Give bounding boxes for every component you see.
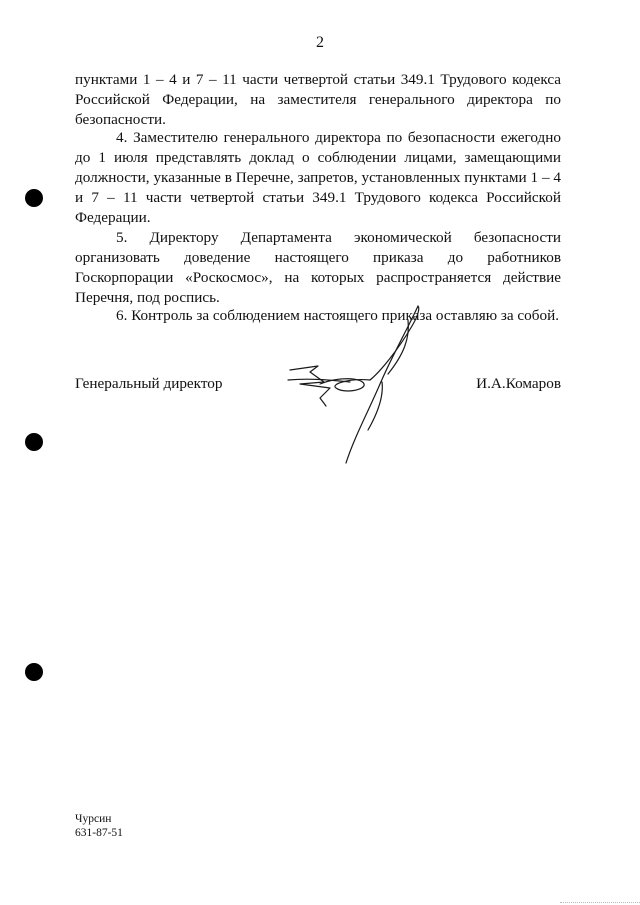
punch-hole [25,433,43,451]
paragraph-continuation: пунктами 1 – 4 и 7 – 11 части четвертой статьи 349.1 Трудового кодекса Российской Федерации, на заместителя генерального директора по безопасности. [75,71,561,128]
signatory-name: И.А.Комаров [476,375,561,392]
punch-hole [25,663,43,681]
handwritten-signature [280,298,460,468]
executor-phone: 631-87-51 [75,827,123,839]
paragraph-item-5: 5. Директору Департамента экономической безопасности организовать доведение настоящего приказа до работников Госкорпорации «Роскосмос», на которых распространяется действие Перечня, под роспись. [75,229,561,306]
paragraph-item-4: 4. Заместителю генерального директора по безопасности ежегодно до 1 июля представлять доклад о соблюдении лицами, замещающими должности, указанные в Перечне, запретов, установленных пунктами 1 – 4 и 7 – 11 части четвертой статьи 349.1 Трудового кодекса Российской Федерации. [75,129,561,226]
executor-name: Чурсин [75,813,112,825]
paragraph-item-6: 6. Контроль за соблюдением настоящего приказа оставляю за собой. [116,307,560,324]
executor-info [75,812,123,840]
signatory-title: Генеральный директор [75,375,223,392]
punch-hole [25,189,43,207]
scan-artifact [560,898,640,903]
page-number: 2 [316,34,324,51]
